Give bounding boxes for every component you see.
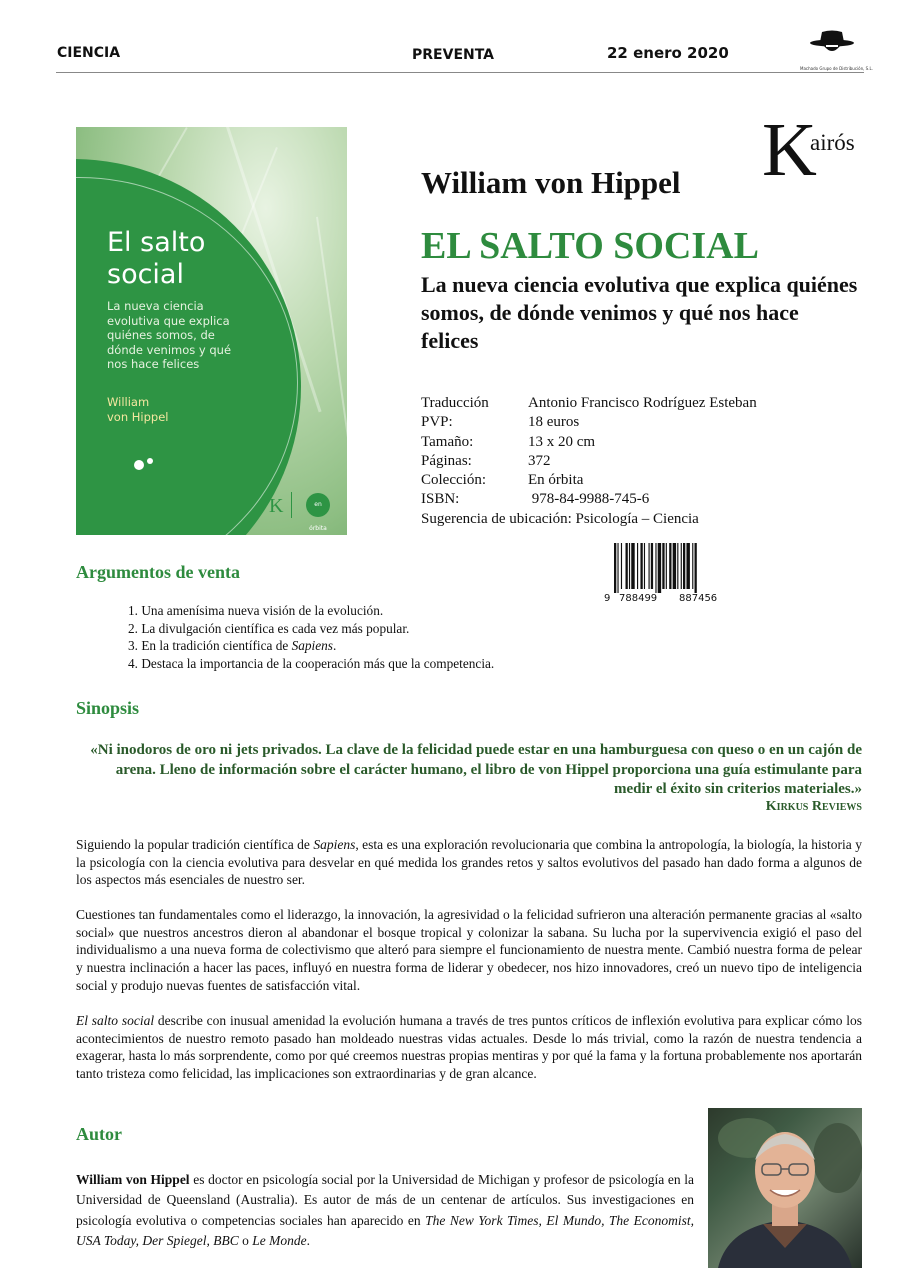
book-cover <box>76 127 347 535</box>
synopsis-paragraph-3: El salto social describe con inusual amenidad la evolución humana a través de tres puntos críticos de inflexión evolutiva para explicar cómo los acontecimientos de nuestro remoto pasado han moldeado nuestras vidas actuales. Desde lo más trivial, como la razón de nuestra tendencia a exagerar, hasta lo más sorprendente, como por qué creemos nuestras propias mentiras y por qué la fama y la fortuna probablemente nos aportarán tanto tristeza como felicidad, las implicaciones son extraordinarias y de gran alcance. <box>76 1013 862 1082</box>
cover-publisher-mark: K <box>269 495 284 517</box>
placement-suggestion: Sugerencia de ubicación: Psicología – Ciencia <box>421 510 699 527</box>
status-label: PREVENTA <box>412 47 495 63</box>
synopsis-heading: Sinopsis <box>76 698 140 718</box>
book-title: EL SALTO SOCIAL <box>421 225 759 267</box>
spec-row-isbn: ISBN: 978-84-9988-745-6 <box>421 491 650 508</box>
cover-subtitle: La nueva ciencia evolutiva que explica quiénes somos, de dónde venimos y qué nos hace felices <box>107 299 232 371</box>
header-divider <box>56 72 864 73</box>
spec-row-collection: Colección: En órbita <box>421 472 584 489</box>
argument-item: 2. La divulgación científica es cada vez más popular. <box>128 620 410 636</box>
review-source: Kirkus Reviews <box>765 799 862 814</box>
barcode-bars <box>614 543 697 593</box>
cover-dot-small <box>147 458 153 464</box>
isbn-barcode <box>603 543 733 603</box>
distributor-text: Machado Grupo de Distribución, S.L. <box>800 66 873 71</box>
book-specs <box>421 394 757 529</box>
cover-author: William von Hippel <box>107 395 169 424</box>
spec-row-price: PVP: 18 euros <box>421 414 580 431</box>
spec-row-pages: Páginas: 372 <box>421 452 551 469</box>
synopsis-paragraph-1: Siguiendo la popular tradición científica de Sapiens, esta es una exploración revolucionaria que combina la antropología, la biología, la historia y la psicología con la ciencia evolutiva para desvelar en qué medida los grandes retos y saltos evolutivos del pasado han dado forma a algunos de los aspectos más esenciales de nuestro ser. <box>76 837 862 888</box>
barcode-digits-group2: 887456 <box>679 593 718 603</box>
arguments-heading: Argumentos de venta <box>76 562 240 582</box>
date-label: 22 enero 2020 <box>607 44 729 62</box>
distributor-logo <box>800 28 873 71</box>
synopsis-paragraph-2: Cuestiones tan fundamentales como el liderazgo, la innovación, la agresividad o la felicidad sufrieron una alteración permanente gracias al «salto social» que nuestros ancestros dieron al abandonar el bosque tropical y colonizar la sabana. Su lucha por la supervivencia exigió el paso del individualismo a una nueva forma de colectivismo que alteró para siempre el funcionamiento de nuestra mente. Cambió nuestra forma de pelear y nuestra inclinación a hacer las paces, influyó en nuestra forma de liderar y obedecer, nos hizo innovadores, creó un nuevo tipo de inteligencia social y produjo nuevas fuentes de satisfacción vital. <box>76 907 862 993</box>
argument-item: 1. Una amenísima nueva visión de la evolución. <box>128 603 384 618</box>
spec-row-translation: Traducción Antonio Francisco Rodríguez Esteban <box>421 395 757 411</box>
cover-title: El salto social <box>107 227 206 290</box>
argument-item: 4. Destaca la importancia de la cooperación más que la competencia. <box>128 655 495 671</box>
author-heading: Autor <box>76 1124 122 1144</box>
barcode-digit-left: 9 <box>604 593 611 603</box>
cover-collection-badge: en órbita <box>306 493 330 517</box>
category-label: CIENCIA <box>57 45 121 61</box>
arguments-list <box>128 602 494 672</box>
author-bio: William von Hippel es doctor en psicología social por la Universidad de Michigan y profesor de psicología en la Universidad de Queensland (Australia). Es autor de más de un centenar de artículos. Sus investigaciones en psicología evolutiva o competencias sociales han aparecido en The New York Times, El Mundo, The Economist, USA Today, Der Spiegel, BBC o Le Monde. <box>76 1172 695 1248</box>
spec-row-size: Tamaño: 13 x 20 cm <box>421 433 596 450</box>
review-quote: «Ni inodoros de oro ni jets privados. La clave de la felicidad puede estar en una hamburguesa con queso o en un cajón de arena. Lleno de información sobre el carácter humano, el libro de von Hippel proporciona una guía estimulante para medir el éxito sin criterios materiales.» <box>90 742 862 797</box>
cover-dot-large <box>134 460 144 470</box>
cover-separator <box>291 492 292 518</box>
publisher-logo <box>762 108 855 192</box>
book-subtitle: La nueva ciencia evolutiva que explica quiénes somos, de dónde venimos y qué nos hace felices <box>421 272 858 353</box>
publisher-logo-k: K <box>762 108 817 192</box>
barcode-digits-group1: 788499 <box>619 593 658 603</box>
argument-item: 3. En la tradición científica de Sapiens. <box>128 638 337 653</box>
book-author: William von Hippel <box>421 165 681 200</box>
publisher-logo-rest: airós <box>810 130 855 155</box>
author-photo <box>708 1108 862 1268</box>
hat-icon <box>800 28 864 60</box>
